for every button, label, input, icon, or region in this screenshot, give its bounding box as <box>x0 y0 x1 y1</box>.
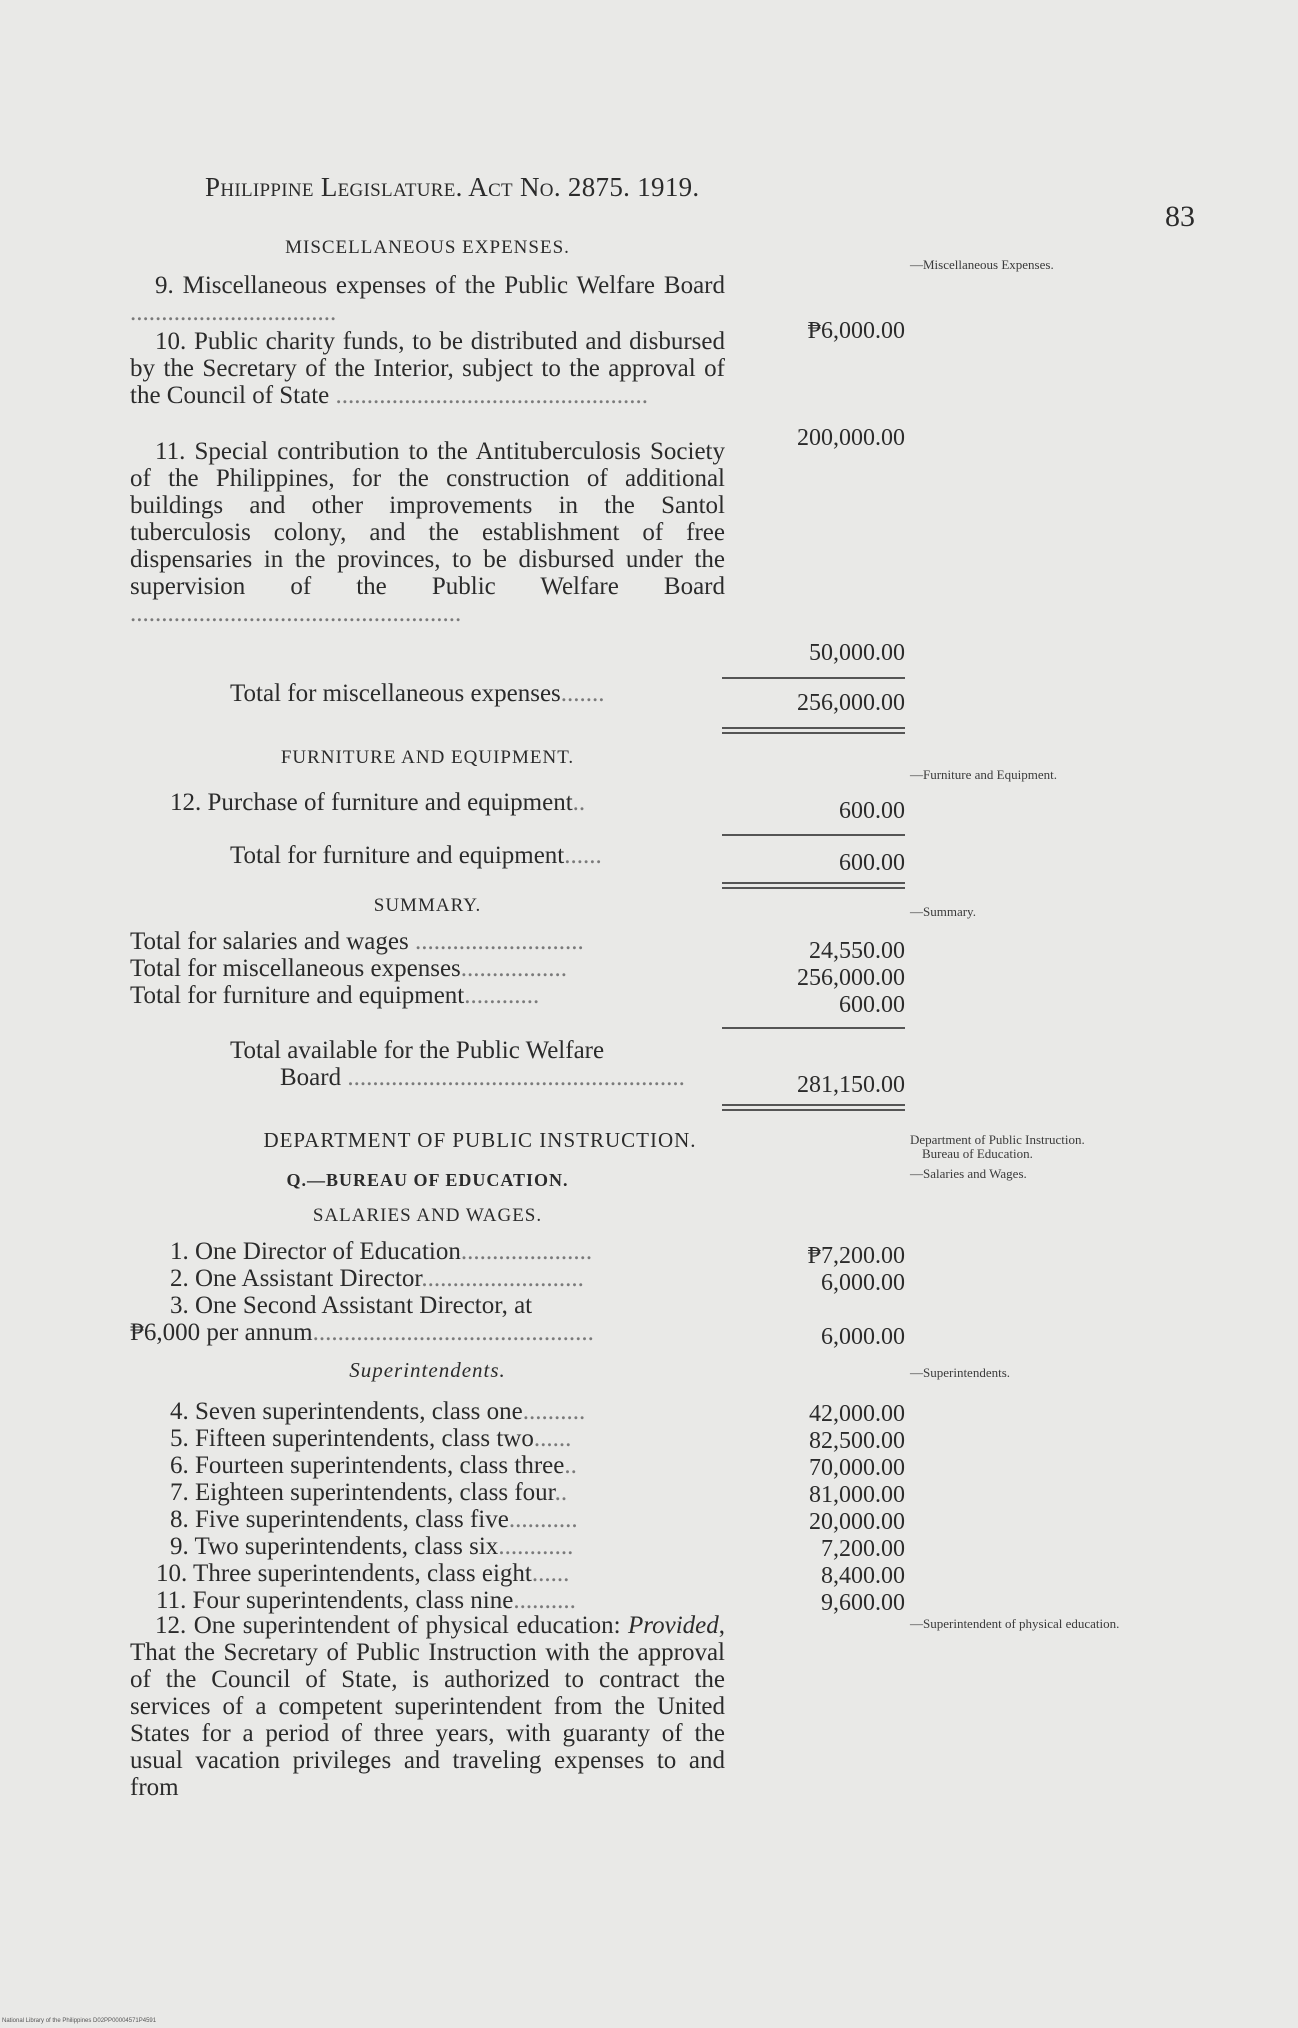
item-10-text: 10. Public charity funds, to be distributed and disbursed by the Secretary of the Interior, subject to the approval of the Council of State .................................................. <box>130 328 725 409</box>
side-salaries-label: —Salaries and Wages. <box>910 1166 1027 1181</box>
side-note-dept <box>910 1133 1120 1181</box>
double-rule <box>722 882 905 889</box>
item-11-amount: 50,000.00 <box>809 640 905 666</box>
side-note-furniture: —Furniture and Equipment. <box>910 767 1057 782</box>
summary-total-line: Board ...................................................... <box>280 1064 685 1091</box>
side-note-summary: —Summary. <box>910 904 976 919</box>
side-bureau-label: Bureau of Education. <box>922 1146 1033 1161</box>
superintendent-row: 7. Eighteen superintendents, class four.. <box>170 1479 568 1506</box>
page-number: 83 <box>1165 200 1195 233</box>
furniture-total-label: Total for furniture and equipment...... <box>230 842 602 869</box>
double-rule <box>722 1104 905 1111</box>
side-note-physical-education: —Superintendent of physical education. <box>910 1616 1120 1631</box>
superintendent-amounts <box>740 1401 905 1617</box>
dept-row: 2. One Assistant Director.......................... <box>170 1265 584 1292</box>
summary-row: Total for miscellaneous expenses................. <box>130 955 568 982</box>
summary-row: Total for salaries and wages ........................... <box>130 928 584 955</box>
superintendent-amount: 42,000.00 <box>809 1401 905 1427</box>
item-3-line2: ₱6,000 per annum............................................. <box>130 1319 594 1346</box>
superintendent-amount: 70,000.00 <box>809 1455 905 1481</box>
salaries-heading: SALARIES AND WAGES. <box>312 1205 543 1226</box>
scan-footer: National Library of the Philippines D02PP00004571P4591 <box>2 2018 157 2024</box>
dept-row: 1. One Director of Education..................... <box>170 1238 593 1265</box>
summary-amounts <box>740 938 905 1019</box>
dept-rows <box>130 1238 725 1319</box>
double-rule <box>722 727 905 734</box>
summary-total-line: Total available for the Public Welfare <box>230 1037 605 1064</box>
item-10-amount: 200,000.00 <box>797 425 905 451</box>
dept-amounts <box>740 1243 905 1297</box>
summary-amount: 256,000.00 <box>797 965 905 991</box>
superintendents-heading: Superintendents. <box>349 1358 506 1382</box>
item-12-furniture-amount: 600.00 <box>839 798 905 824</box>
item-12-superintendent-text: 12. One superintendent of physical education: Provided, That the Secretary of Public Instruction with the approval of the Council of State, is authorized to contract the services of a competent superintendent from the United States for a period of three years, with guaranty of the usual vacation privileges and traveling expenses to and from <box>130 1612 725 1801</box>
side-note-superintendents: —Superintendents. <box>910 1365 1011 1380</box>
bureau-heading: Q.—BUREAU OF EDUCATION. <box>286 1170 569 1190</box>
superintendent-row: 8. Five superintendents, class five........... <box>170 1506 578 1533</box>
superintendent-amount: 82,500.00 <box>809 1428 905 1454</box>
superintendent-row: 11. Four superintendents, class nine.......... <box>156 1587 576 1614</box>
superintendent-amount: 81,000.00 <box>809 1482 905 1508</box>
summary-rows <box>130 928 725 1009</box>
rule <box>722 1027 905 1029</box>
rule <box>722 677 905 679</box>
furniture-heading: FURNITURE AND EQUIPMENT. <box>280 747 575 768</box>
rule <box>722 834 905 836</box>
summary-amount: 24,550.00 <box>809 938 905 964</box>
superintendent-rows <box>130 1398 725 1614</box>
summary-total-amount: 281,150.00 <box>797 1072 905 1098</box>
superintendent-row: 9. Two superintendents, class six............ <box>170 1533 574 1560</box>
superintendent-amount: 8,400.00 <box>821 1563 905 1589</box>
dept-heading: DEPARTMENT OF PUBLIC INSTRUCTION. <box>263 1128 697 1152</box>
summary-amount: 600.00 <box>839 992 905 1018</box>
summary-row: Total for furniture and equipment............ <box>130 982 540 1009</box>
superintendent-row: 6. Fourteen superintendents, class three.. <box>170 1452 577 1479</box>
running-header: Philippine Legislature. Act No. 2875. 1919. <box>205 172 700 202</box>
dept-row: 3. One Second Assistant Director, at <box>170 1292 533 1319</box>
side-dept-label: Department of Public Instruction. <box>910 1132 1085 1147</box>
item-9-text: 9. Miscellaneous expenses of the Public Welfare Board ................................. <box>130 272 725 326</box>
misc-total-amount: 256,000.00 <box>797 690 905 716</box>
misc-total-label: Total for miscellaneous expenses....... <box>230 680 605 707</box>
furniture-total-amount: 600.00 <box>839 850 905 876</box>
item-9-amount: ₱6,000.00 <box>807 318 905 344</box>
dept-amount: ₱7,200.00 <box>807 1243 905 1269</box>
superintendent-row: 4. Seven superintendents, class one.......... <box>170 1398 586 1425</box>
superintendent-row: 10. Three superintendents, class eight...... <box>156 1560 570 1587</box>
side-note-misc: —Miscellaneous Expenses. <box>910 257 1054 272</box>
superintendent-amount: 7,200.00 <box>821 1536 905 1562</box>
item-12-furniture-text: 12. Purchase of furniture and equipment.. <box>170 789 586 816</box>
superintendent-row: 5. Fifteen superintendents, class two...... <box>170 1425 572 1452</box>
item-11-text: 11. Special contribution to the Antituberculosis Society of the Philippines, for the construction of additional buildings and other improvements in the Santol tuberculosis colony, and the establishment of free dispensaries in the provinces, to be disbursed under the supervision of the Public Welfare Board ..................................................... <box>130 438 725 627</box>
summary-total-label <box>130 1037 725 1091</box>
superintendent-amount: 9,600.00 <box>821 1590 905 1616</box>
misc-heading: MISCELLANEOUS EXPENSES. <box>285 237 570 258</box>
superintendent-amount: 20,000.00 <box>809 1509 905 1535</box>
dept-amount: 6,000.00 <box>821 1270 905 1296</box>
item-3-amount: 6,000.00 <box>821 1324 905 1350</box>
summary-heading: SUMMARY. <box>373 895 482 916</box>
